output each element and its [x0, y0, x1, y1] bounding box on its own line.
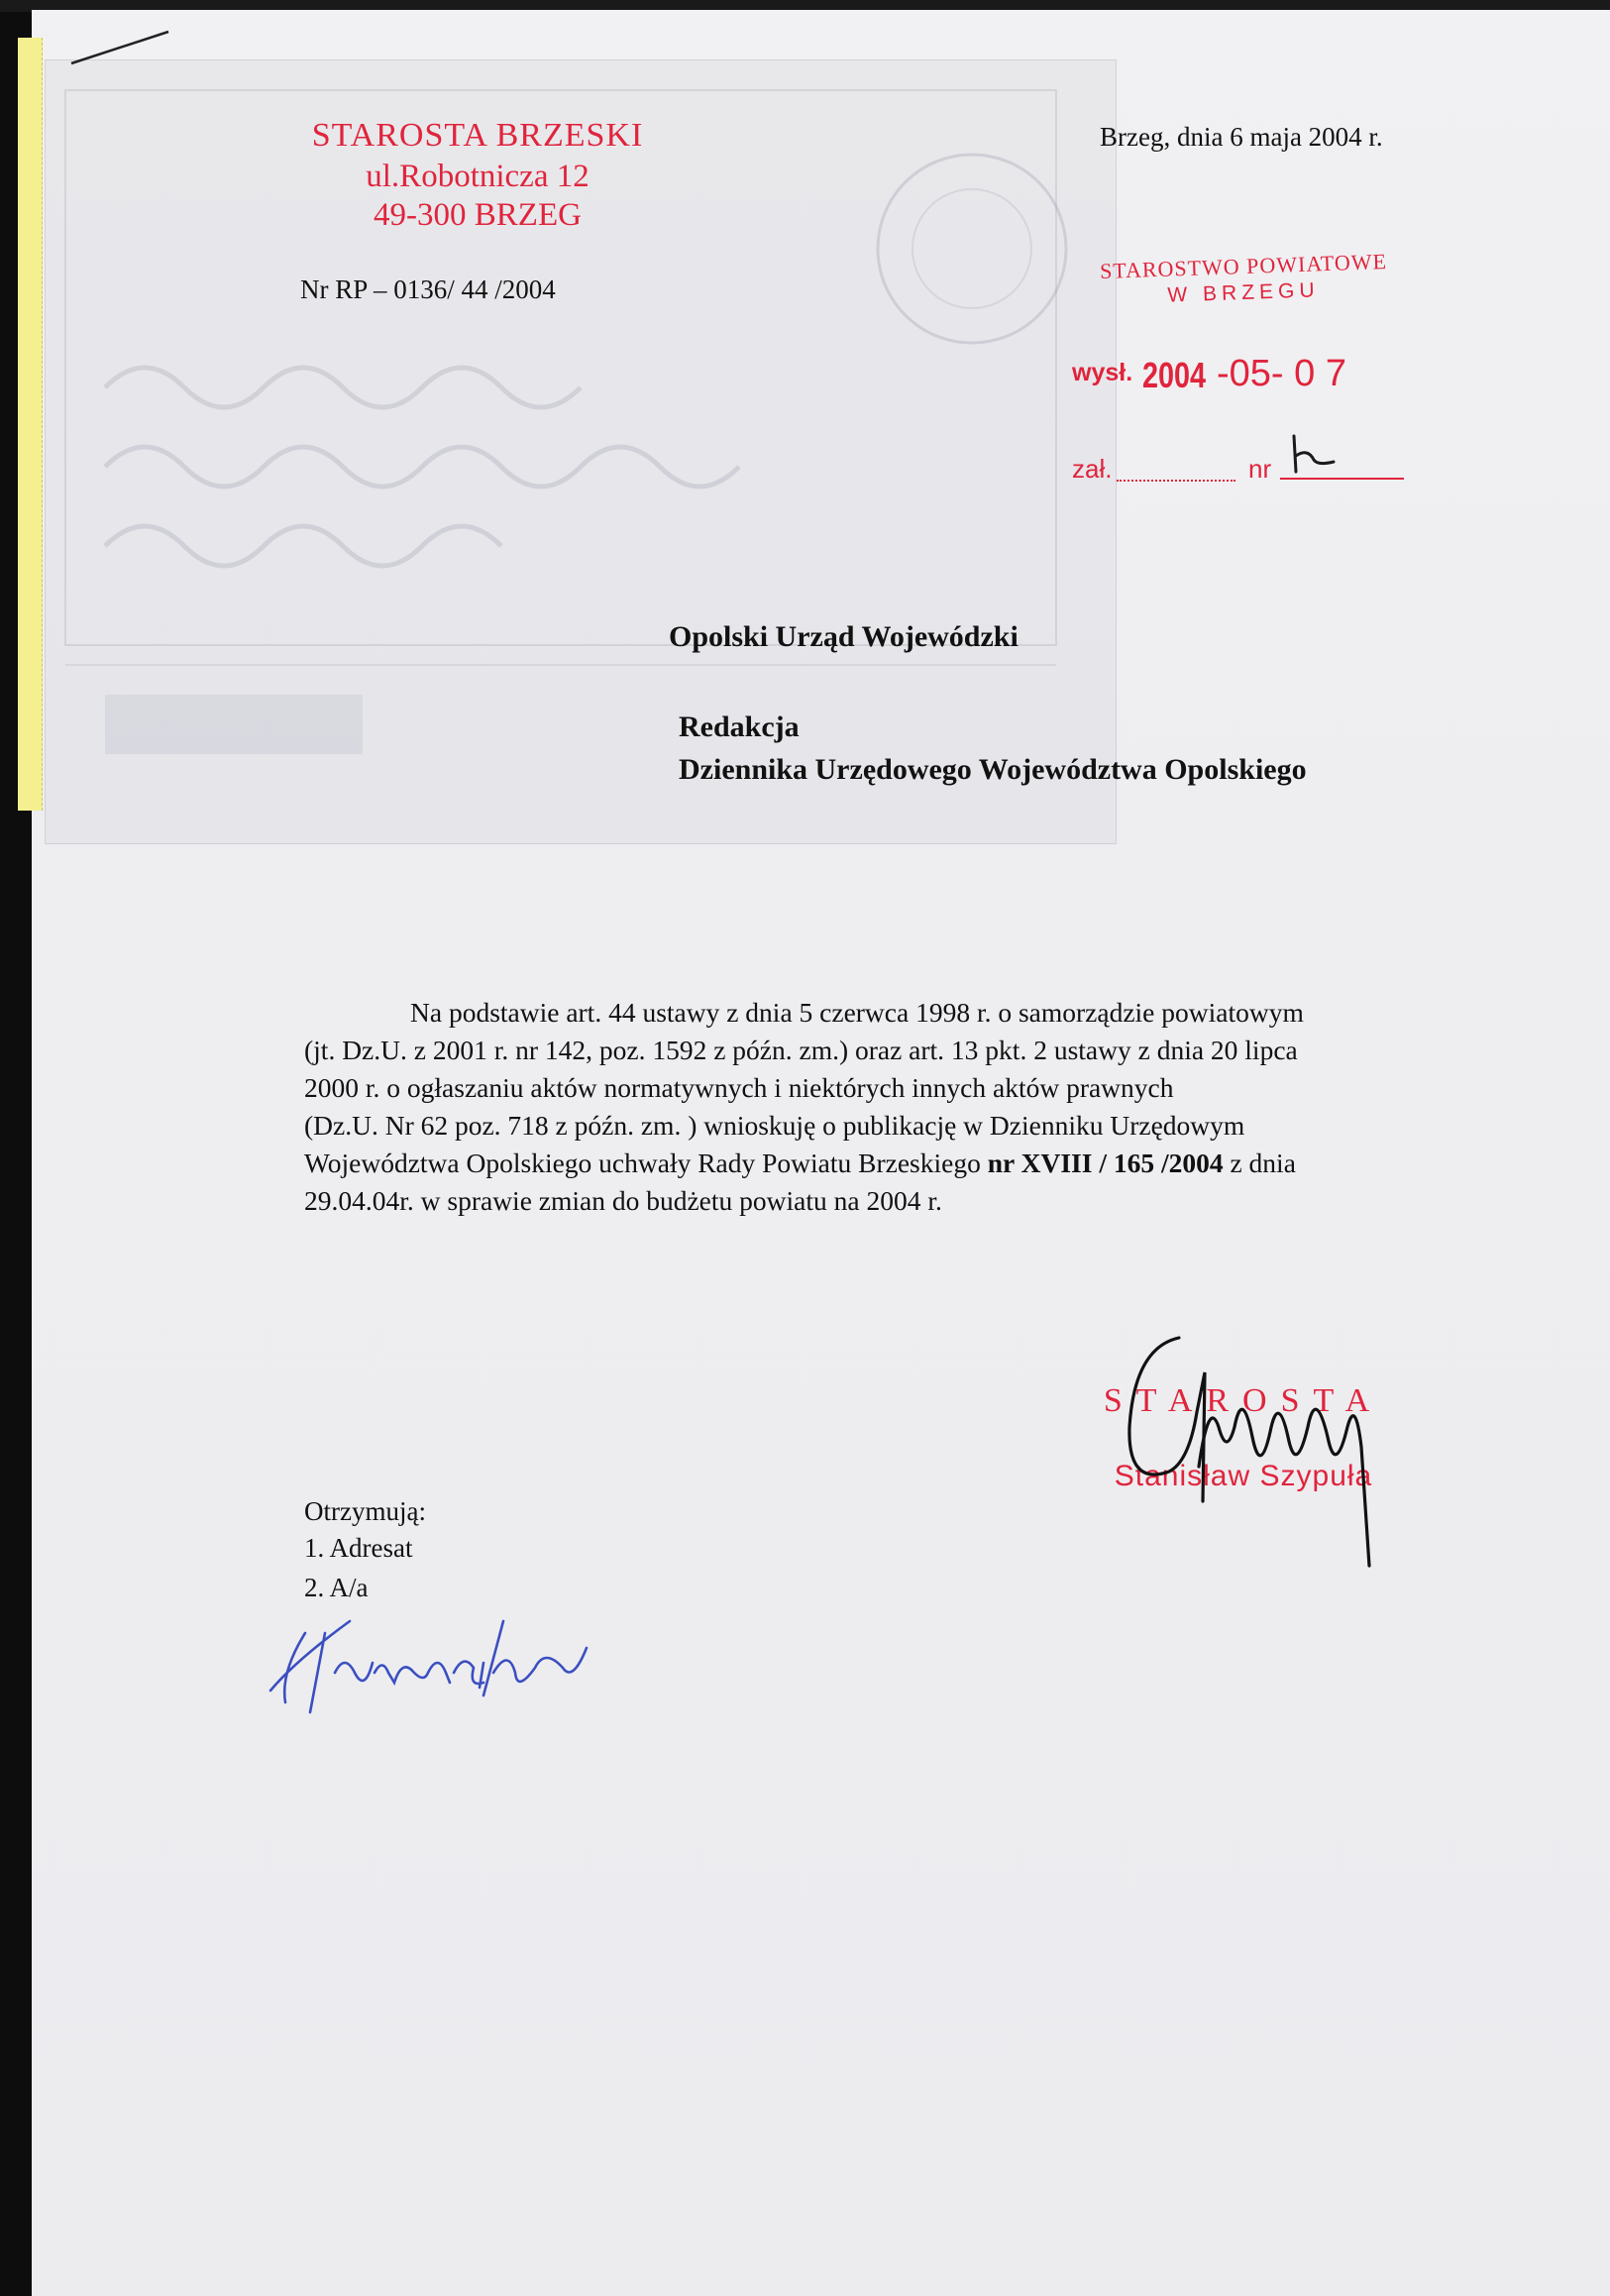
letterhead-title: STAROSTA BRZESKI [311, 117, 644, 154]
letterhead-city: 49-300 BRZEG [374, 197, 582, 233]
handwritten-initials-blue [266, 1613, 592, 1722]
body-line: (jt. Dz.U. z 2001 r. nr 142, poz. 1592 z późn. zm.) oraz art. 13 pkt. 2 ustawy z dnia 20 lipca [304, 1035, 1298, 1065]
body-line: Na podstawie art. 44 ustawy z dnia 5 czerwca 1998 r. o samorządzie powiatowym [410, 997, 1304, 1028]
recipient-dept-line1: Redakcja [679, 711, 800, 743]
body-line: 29.04.04r. w sprawie zmian do budżetu powiatu na 2004 r. [304, 1185, 942, 1216]
letterhead-street: ul.Robotnicza 12 [366, 159, 590, 194]
letterhead-stamp [269, 117, 686, 234]
sent-month-day: -05- 0 7 [1217, 353, 1346, 394]
body-line: 2000 r. o ogłaszaniu aktów normatywnych i niektórych innych aktów prawnych [304, 1072, 1174, 1103]
distribution-item: 1. Adresat [304, 1533, 413, 1563]
pen-stroke-mark [69, 28, 178, 67]
recipient-office: Opolski Urząd Wojewódzki [669, 620, 1019, 653]
number-label: nr [1248, 454, 1272, 484]
dispatch-office-line2: W BRZEGU [1167, 278, 1320, 307]
attachments-label: zał. [1072, 454, 1113, 484]
number-line [1280, 478, 1404, 480]
sent-label: wysł. [1072, 359, 1133, 386]
dispatch-stamp [1065, 248, 1422, 307]
recipient-dept-line2: Dziennika Urzędowego Województwa Opolskiego [679, 753, 1307, 786]
number-initial-handwriting [1284, 428, 1343, 478]
distribution-item: 2. A/a [304, 1573, 369, 1602]
sent-year: 2004 [1142, 355, 1207, 395]
distribution-heading: Otrzymują: [304, 1496, 426, 1526]
body-line: (Dz.U. Nr 62 poz. 718 z późn. zm. ) wnioskuję o publikację w Dzienniku Urzędowym [304, 1110, 1245, 1141]
resolution-number: nr XVIII / 165 /2004 [987, 1148, 1224, 1178]
signature-name: Stanisław Szypuła [1114, 1460, 1373, 1492]
body-text-span: z dnia [1223, 1148, 1296, 1178]
body-line-resolution [304, 1145, 1513, 1182]
body-text-span: Województwa Opolskiego uchwały Rady Powiatu Brzeskiego [304, 1148, 988, 1178]
place-date: Brzeg, dnia 6 maja 2004 r. [1100, 122, 1383, 152]
signature-title: STAROSTA [1103, 1382, 1384, 1419]
handwritten-signature [1105, 1318, 1432, 1576]
yellow-note-edge [18, 38, 43, 811]
dispatch-office-line1: STAROSTWO POWIATOWE [1099, 248, 1388, 284]
letter-body [304, 994, 1513, 1220]
attachments-line [1117, 480, 1235, 482]
reference-number: Nr RP – 0136/ 44 /2004 [300, 274, 556, 304]
